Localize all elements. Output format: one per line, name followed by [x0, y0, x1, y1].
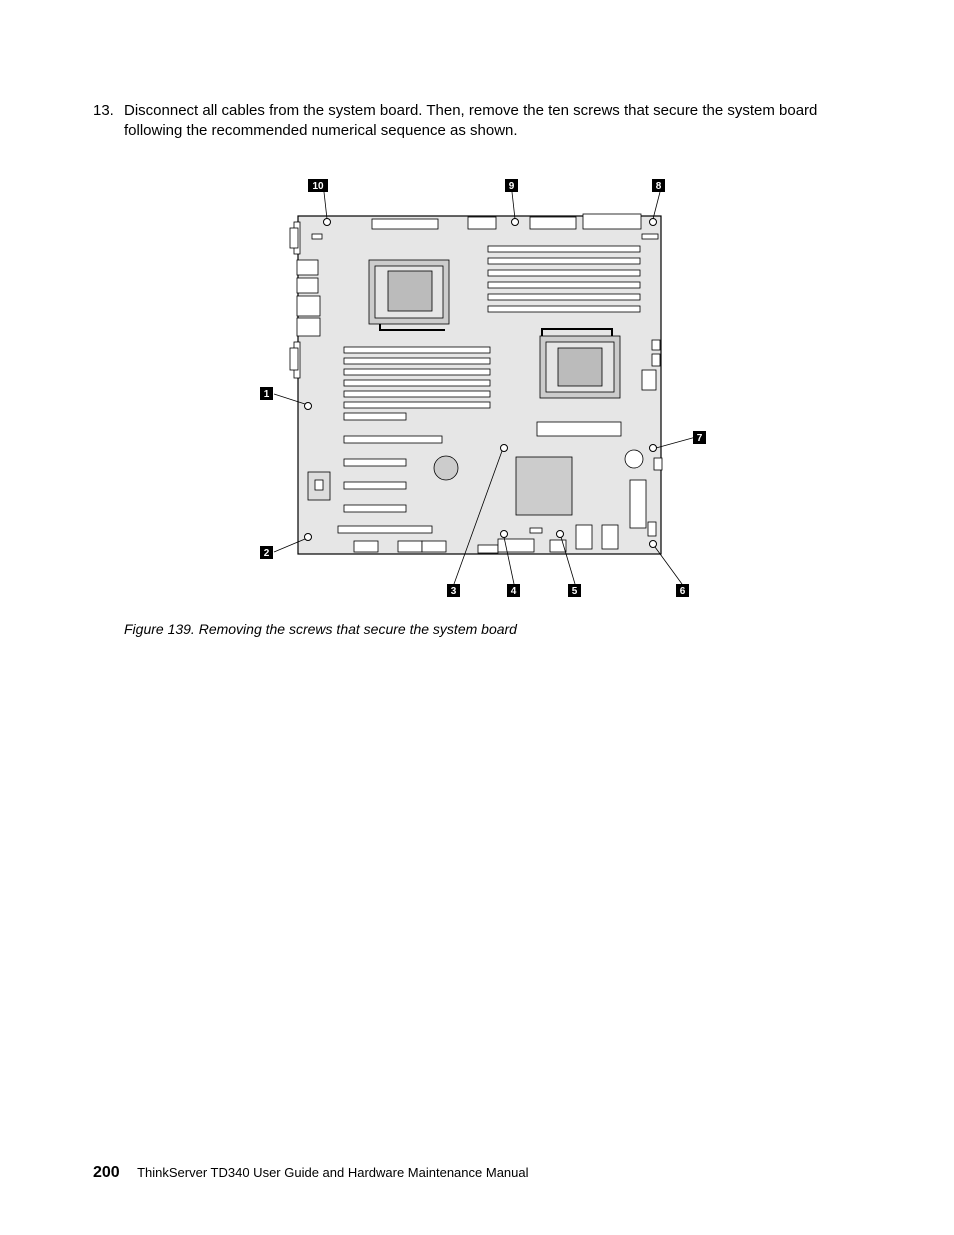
system-board-diagram: [250, 172, 703, 612]
callout-3: [447, 584, 460, 597]
screw-7: [650, 445, 657, 452]
step-number: 13.: [93, 102, 114, 119]
svg-text:4: 4: [510, 586, 517, 597]
callout-8: [652, 179, 665, 192]
system-board-figure: [250, 172, 703, 612]
screw-5: [557, 531, 564, 538]
svg-text:7: 7: [696, 433, 703, 444]
callout-5: [568, 584, 581, 597]
callout-9: [505, 179, 518, 192]
callout-7: [693, 431, 706, 444]
svg-text:6: 6: [679, 586, 686, 597]
callout-1: [260, 387, 273, 400]
screw-1: [305, 403, 312, 410]
callout-10: [308, 179, 328, 192]
screw-6: [650, 541, 657, 548]
screw-9: [512, 219, 519, 226]
svg-text:9: 9: [508, 181, 515, 192]
page-number: 200: [93, 1164, 120, 1181]
step-13: [93, 101, 833, 141]
step-text: Disconnect all cables from the system board. Then, remove the ten screws that secure the system board following the recommended numerical sequence as shown.: [124, 102, 818, 139]
screw-8: [650, 219, 657, 226]
page-footer: [93, 1164, 529, 1182]
footer-title: ThinkServer TD340 User Guide and Hardware Maintenance Manual: [137, 1165, 529, 1180]
svg-text:2: 2: [263, 548, 270, 559]
callout-6: [676, 584, 689, 597]
cpu-socket-1: [369, 260, 449, 330]
screw-2: [305, 534, 312, 541]
svg-text:10: 10: [312, 181, 324, 192]
svg-text:5: 5: [571, 586, 578, 597]
svg-text:1: 1: [263, 389, 270, 400]
screw-10: [324, 219, 331, 226]
cpu-socket-2: [540, 329, 620, 398]
svg-text:8: 8: [655, 181, 662, 192]
screw-4: [501, 531, 508, 538]
callout-4: [507, 584, 520, 597]
figure-caption: Figure 139. Removing the screws that secure the system board: [124, 621, 517, 637]
svg-text:3: 3: [450, 586, 457, 597]
screw-3: [501, 445, 508, 452]
callout-2: [260, 546, 273, 559]
